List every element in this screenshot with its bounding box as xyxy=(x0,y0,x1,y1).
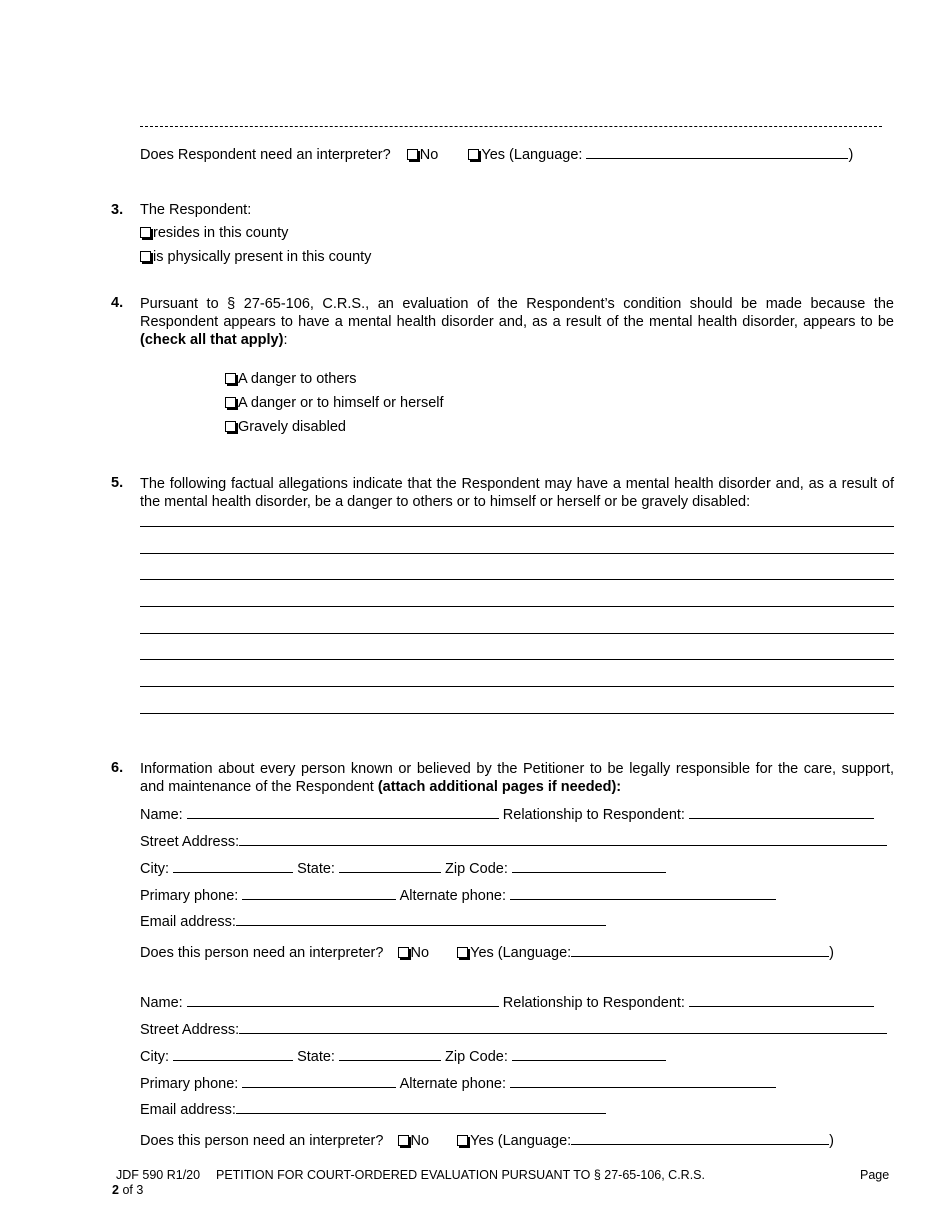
person1-email-field[interactable] xyxy=(236,911,606,926)
interpreter-language-field[interactable] xyxy=(586,144,848,159)
person1-email-row xyxy=(140,911,606,930)
resides-label: resides in this county xyxy=(153,225,289,241)
person1-zip-field[interactable] xyxy=(512,858,666,873)
danger-self-label: A danger or to himself or herself xyxy=(238,395,444,411)
allegation-line[interactable] xyxy=(140,606,894,607)
present-label: is physically present in this county xyxy=(153,249,372,265)
email-label: Email address: xyxy=(140,914,236,930)
person2-relationship-field[interactable] xyxy=(689,992,874,1007)
allegation-line[interactable] xyxy=(140,579,894,580)
danger-others-checkbox[interactable] xyxy=(225,373,236,384)
yes-label: Yes (Language: xyxy=(470,945,572,961)
person1-primary-phone-field[interactable] xyxy=(242,885,396,900)
gravely-disabled-label: Gravely disabled xyxy=(238,419,346,435)
person-interpreter-question: Does this person need an interpreter? xyxy=(140,1133,384,1149)
footer-page-label: Page xyxy=(860,1168,890,1182)
interpreter-question: Does Respondent need an interpreter? xyxy=(140,147,391,163)
yes-label: Yes (Language: xyxy=(470,1133,572,1149)
section-3-number: 3. xyxy=(111,202,124,218)
zip-label: Zip Code: xyxy=(445,861,508,877)
no-label: No xyxy=(410,945,430,961)
person1-city-field[interactable] xyxy=(173,858,293,873)
respondent-interpreter-row xyxy=(140,144,853,163)
section-4-colon: : xyxy=(283,332,288,348)
person1-phone-row xyxy=(140,885,776,904)
person1-relationship-field[interactable] xyxy=(689,804,874,819)
person1-alternate-phone-field[interactable] xyxy=(510,885,776,900)
person1-name-row xyxy=(140,804,874,823)
footer-page-of: of 3 xyxy=(122,1183,144,1197)
person2-name-row xyxy=(140,992,874,1011)
allegation-line[interactable] xyxy=(140,659,894,660)
present-checkbox[interactable] xyxy=(140,251,151,262)
person2-phone-row xyxy=(140,1073,776,1092)
person2-zip-field[interactable] xyxy=(512,1046,666,1061)
section-5-text: The following factual allegations indicate that the Respondent may have a mental health disorder and, as a result of the mental health disorder, be a danger to others or to himself or herself or be gravely disabled: xyxy=(140,476,894,510)
person1-interpreter-row xyxy=(140,942,834,961)
paren-close: ) xyxy=(848,147,854,163)
allegation-line[interactable] xyxy=(140,686,894,687)
paren-close: ) xyxy=(829,945,835,961)
section-3-title: The Respondent: xyxy=(140,202,252,218)
person2-city-row xyxy=(140,1046,666,1065)
no-label: No xyxy=(410,1133,430,1149)
person1-interpreter-no-checkbox[interactable] xyxy=(398,947,409,958)
name-label: Name: xyxy=(140,995,183,1011)
interpreter-yes-label: Yes (Language: xyxy=(481,147,583,163)
primary-phone-label: Primary phone: xyxy=(140,1076,239,1092)
person1-city-row xyxy=(140,858,666,877)
email-label: Email address: xyxy=(140,1102,236,1118)
state-label: State: xyxy=(297,861,335,877)
person2-alternate-phone-field[interactable] xyxy=(510,1073,776,1088)
footer-page-number: 2 xyxy=(112,1183,119,1197)
city-label: City: xyxy=(140,861,169,877)
street-label: Street Address: xyxy=(140,1022,240,1038)
paren-close: ) xyxy=(829,1133,835,1149)
person2-interpreter-row xyxy=(140,1130,834,1149)
person2-email-field[interactable] xyxy=(236,1099,606,1114)
section-6-number: 6. xyxy=(111,760,124,776)
relationship-label: Relationship to Respondent: xyxy=(502,995,685,1011)
footer-page-count xyxy=(112,1183,143,1197)
gravely-disabled-checkbox[interactable] xyxy=(225,421,236,432)
section-4-body: Pursuant to § 27-65-106, C.R.S., an evaluation of the Respondent’s condition should be made because the Respondent appears to have a mental health disorder and, as a result of the mental health disorder, appears to be xyxy=(140,296,894,330)
danger-self-option xyxy=(225,395,444,411)
street-label: Street Address: xyxy=(140,834,240,850)
person2-street-field[interactable] xyxy=(239,1019,887,1034)
person1-street-field[interactable] xyxy=(239,831,887,846)
person1-language-field[interactable] xyxy=(571,942,829,957)
interpreter-no-label: No xyxy=(419,147,439,163)
top-blank-line[interactable] xyxy=(140,126,882,127)
footer-title: PETITION FOR COURT-ORDERED EVALUATION PURSUANT TO § 27-65-106, C.R.S. xyxy=(216,1168,705,1182)
person2-language-field[interactable] xyxy=(571,1130,829,1145)
person2-state-field[interactable] xyxy=(339,1046,441,1061)
section-6-bold: (attach additional pages if needed): xyxy=(377,779,622,795)
person2-interpreter-yes-checkbox[interactable] xyxy=(457,1135,468,1146)
person2-street-row xyxy=(140,1019,887,1038)
person1-street-row xyxy=(140,831,887,850)
danger-others-label: A danger to others xyxy=(238,371,357,387)
section-4-number: 4. xyxy=(111,295,124,311)
allegation-line[interactable] xyxy=(140,713,894,714)
zip-label: Zip Code: xyxy=(445,1049,508,1065)
state-label: State: xyxy=(297,1049,335,1065)
interpreter-yes-checkbox[interactable] xyxy=(468,149,479,160)
person1-interpreter-yes-checkbox[interactable] xyxy=(457,947,468,958)
person-interpreter-question: Does this person need an interpreter? xyxy=(140,945,384,961)
city-label: City: xyxy=(140,1049,169,1065)
resides-checkbox[interactable] xyxy=(140,227,151,238)
section-6-body: Information about every person known or believed by the Petitioner to be legally responsible for the care, support, and maintenance of the Respondent xyxy=(140,761,894,795)
relationship-label: Relationship to Respondent: xyxy=(502,807,685,823)
alternate-phone-label: Alternate phone: xyxy=(399,888,507,904)
primary-phone-label: Primary phone: xyxy=(140,888,239,904)
allegation-line[interactable] xyxy=(140,553,894,554)
gravely-disabled-option xyxy=(225,419,346,435)
section-5-number: 5. xyxy=(111,475,124,491)
footer-form-id: JDF 590 R1/20 xyxy=(116,1168,201,1182)
section-4-text xyxy=(140,295,894,349)
resides-option xyxy=(140,225,288,241)
person1-state-field[interactable] xyxy=(339,858,441,873)
section-4-bold: (check all that apply) xyxy=(140,332,284,348)
danger-others-option xyxy=(225,371,357,387)
alternate-phone-label: Alternate phone: xyxy=(399,1076,507,1092)
person2-interpreter-no-checkbox[interactable] xyxy=(398,1135,409,1146)
person1-name-field[interactable] xyxy=(187,804,499,819)
present-option xyxy=(140,249,371,265)
person2-name-field[interactable] xyxy=(187,992,499,1007)
section-6-text xyxy=(140,760,894,796)
person2-city-field[interactable] xyxy=(173,1046,293,1061)
interpreter-no-checkbox[interactable] xyxy=(407,149,418,160)
person2-primary-phone-field[interactable] xyxy=(242,1073,396,1088)
name-label: Name: xyxy=(140,807,183,823)
danger-self-checkbox[interactable] xyxy=(225,397,236,408)
allegation-line[interactable] xyxy=(140,633,894,634)
allegation-line[interactable] xyxy=(140,526,894,527)
person2-email-row xyxy=(140,1099,606,1118)
